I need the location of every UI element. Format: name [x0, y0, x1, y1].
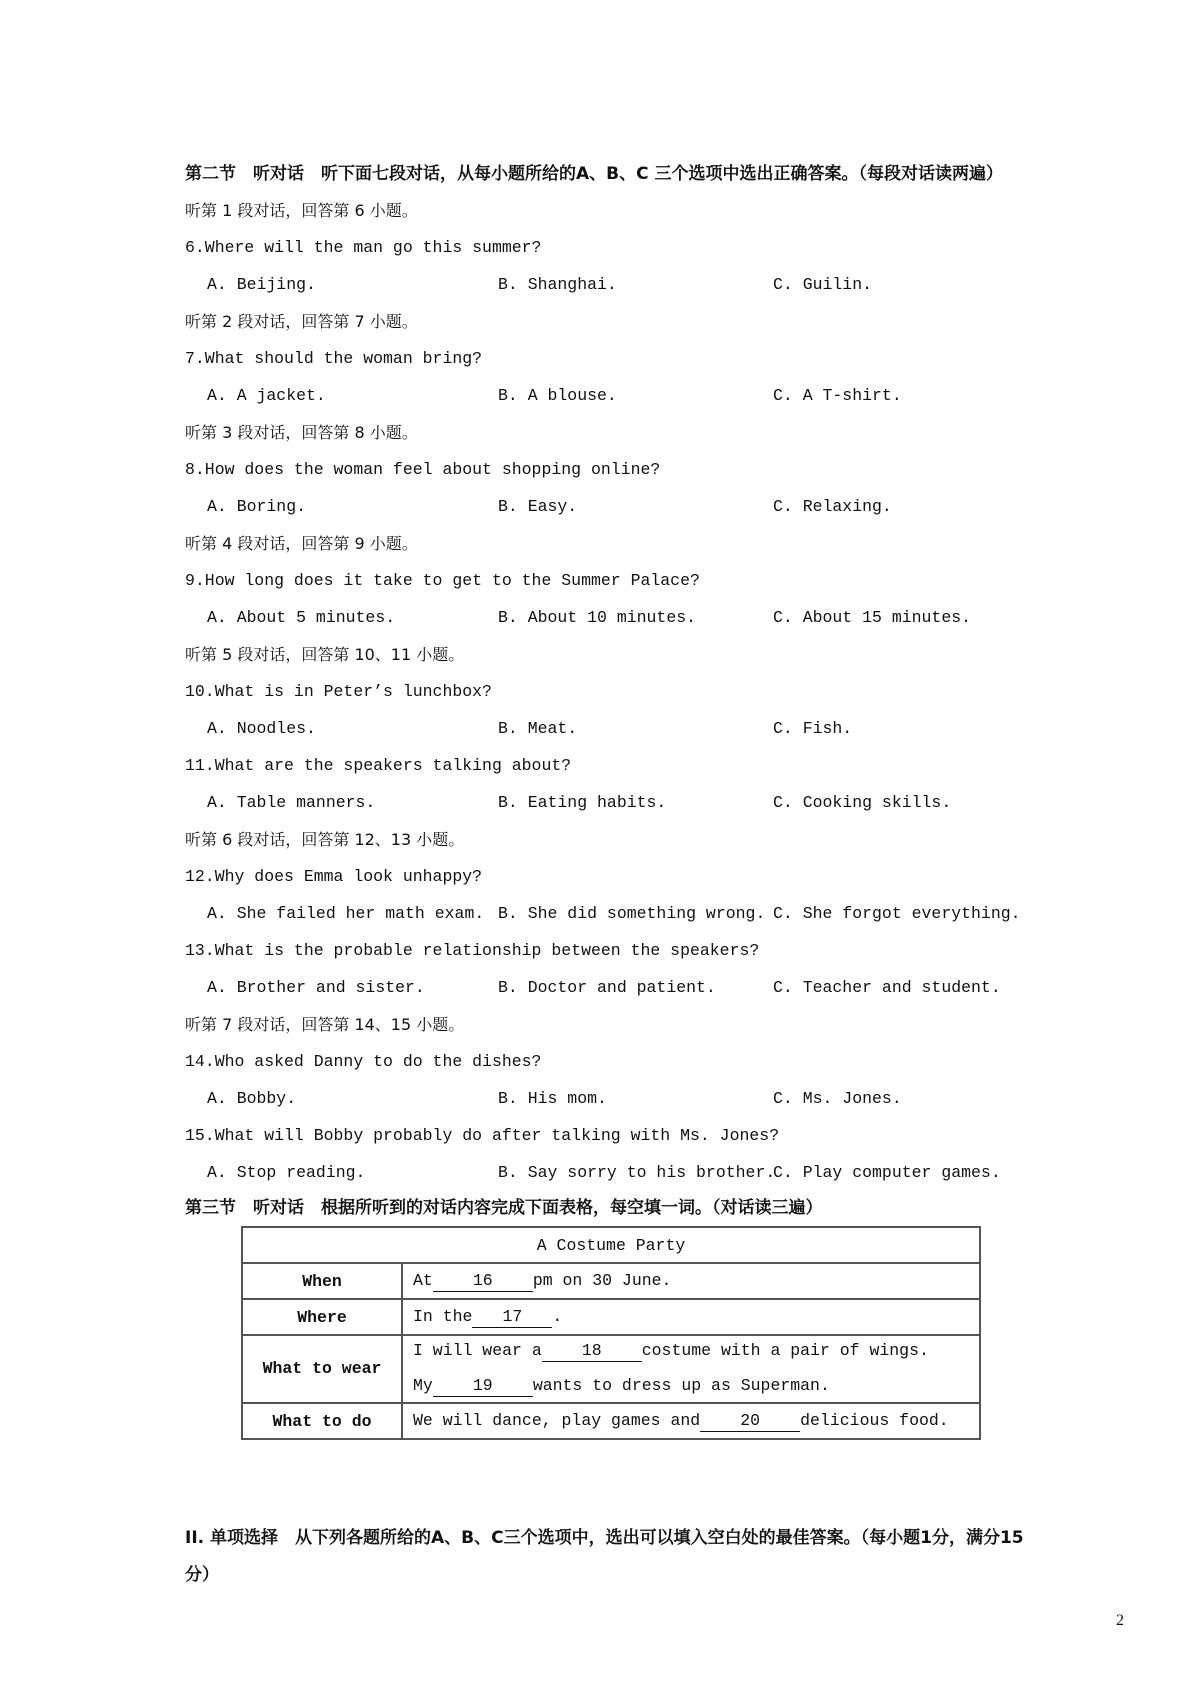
cell-line: [413, 1411, 969, 1432]
options-row: [185, 488, 1045, 525]
option-a: A. Noodles.: [207, 719, 316, 738]
question: 7.What should the woman bring?: [185, 349, 483, 368]
dialogue-instruction: 听第 1 段对话，回答第 6 小题。: [185, 201, 418, 220]
question: 8.How does the woman feel about shopping online?: [185, 460, 661, 479]
dialogue-instruction: 听第 3 段对话，回答第 8 小题。: [185, 423, 418, 442]
table-title: A Costume Party: [242, 1227, 980, 1263]
option-c: C. About 15 minutes.: [773, 608, 972, 627]
option-a: A. Brother and sister.: [207, 978, 425, 997]
cell-text: In the: [413, 1306, 473, 1326]
option-b: B. Eating habits.: [498, 793, 667, 812]
dialogue-instruction: 听第 7 段对话，回答第 14、15 小题。: [185, 1015, 465, 1034]
option-c: C. Ms. Jones.: [773, 1089, 902, 1108]
option-b: B. Meat.: [498, 719, 578, 738]
table-row: [242, 1299, 980, 1335]
part-2-heading: II. 单项选择 从下列各题所给的A、B、C三个选项中，选出可以填入空白处的最佳答案。（每小题1分，满分15分）: [185, 1528, 1024, 1585]
row-label: What to do: [242, 1403, 402, 1439]
costume-party-table: [241, 1226, 981, 1440]
cell-line: [413, 1271, 969, 1292]
table-row: [242, 1335, 980, 1403]
answer-blank: 19: [433, 1376, 533, 1397]
table-row: [242, 1403, 980, 1439]
options-row: [185, 599, 1045, 636]
cell-text: costume with a pair of wings.: [641, 1341, 929, 1360]
option-c: C. Teacher and student.: [773, 978, 1001, 997]
dialogue-instruction: 听第 2 段对话，回答第 7 小题。: [185, 312, 418, 331]
option-b: B. She did something wrong.: [498, 904, 766, 923]
option-c: C. Guilin.: [773, 275, 873, 294]
option-b: B. Say sorry to his brother.: [498, 1163, 776, 1182]
question: 13.What is the probable relationship between the speakers?: [185, 941, 760, 960]
options-row: [185, 969, 1045, 1006]
options-row: [185, 784, 1045, 821]
option-b: B. About 10 minutes.: [498, 608, 697, 627]
table-row: [242, 1263, 980, 1299]
cell-text: delicious food.: [800, 1410, 949, 1430]
listening-section: [185, 157, 1045, 1440]
option-b: B. Easy.: [498, 497, 578, 516]
row-label: What to wear: [242, 1335, 402, 1403]
option-a: A. She failed her math exam.: [207, 904, 485, 923]
question-list: [185, 192, 1045, 1191]
dialogue-instruction: 听第 4 段对话，回答第 9 小题。: [185, 534, 418, 553]
cell-text: wants to dress up as Superman.: [532, 1376, 830, 1395]
option-c: C. Fish.: [773, 719, 853, 738]
option-c: C. A T-shirt.: [773, 386, 902, 405]
option-a: A. About 5 minutes.: [207, 608, 396, 627]
option-b: B. A blouse.: [498, 386, 617, 405]
dialogue-instruction: 听第 6 段对话，回答第 12、13 小题。: [185, 830, 465, 849]
answer-blank: 17: [472, 1307, 552, 1328]
page-number: 2: [1116, 1612, 1124, 1629]
option-b: B. Doctor and patient.: [498, 978, 716, 997]
cell-text: We will dance, play games and: [413, 1410, 701, 1430]
option-b: B. His mom.: [498, 1089, 607, 1108]
option-a: A. Table manners.: [207, 793, 376, 812]
question: 11.What are the speakers talking about?: [185, 756, 572, 775]
option-a: A. Bobby.: [207, 1089, 297, 1108]
cell-text: At: [413, 1270, 433, 1290]
row-value: [402, 1263, 980, 1299]
option-c: C. She forgot everything.: [773, 904, 1021, 923]
row-label: Where: [242, 1299, 402, 1335]
row-value: [402, 1299, 980, 1335]
dialogue-instruction: 听第 5 段对话，回答第 10、11 小题。: [185, 645, 465, 664]
option-a: A. Boring.: [207, 497, 307, 516]
options-row: [185, 895, 1045, 932]
option-c: C. Relaxing.: [773, 497, 892, 516]
option-c: C. Cooking skills.: [773, 793, 952, 812]
options-row: [185, 1154, 1045, 1191]
question: 15.What will Bobby probably do after talking with Ms. Jones?: [185, 1126, 780, 1145]
row-value: [402, 1403, 980, 1439]
table-title-row: [242, 1227, 980, 1263]
cell-text: My: [413, 1376, 433, 1395]
option-b: B. Shanghai.: [498, 275, 617, 294]
options-row: [185, 377, 1045, 414]
row-value: [402, 1335, 980, 1403]
answer-blank: 18: [542, 1341, 642, 1362]
option-a: A. Stop reading.: [207, 1163, 366, 1182]
section-3-heading: 第三节 听对话 根据所听到的对话内容完成下面表格，每空填一词。（对话读三遍）: [185, 1198, 823, 1218]
cell-text: I will wear a: [413, 1341, 542, 1360]
question: 9.How long does it take to get to the Summer Palace?: [185, 571, 700, 590]
options-row: [185, 266, 1045, 303]
row-label: When: [242, 1263, 402, 1299]
question: 12.Why does Emma look unhappy?: [185, 867, 483, 886]
section-2-heading: 第二节 听对话 听下面七段对话，从每小题所给的A、B、C 三个选项中选出正确答案。（每段对话读两遍）: [185, 164, 1004, 184]
option-a: A. A jacket.: [207, 386, 326, 405]
cell-text: .: [552, 1306, 563, 1326]
question: 6.Where will the man go this summer?: [185, 238, 542, 257]
options-row: [185, 710, 1045, 747]
question: 14.Who asked Danny to do the dishes?: [185, 1052, 542, 1071]
question: 10.What is in Peter’s lunchbox?: [185, 682, 492, 701]
cell-line: [413, 1341, 969, 1362]
answer-blank: 20: [700, 1411, 800, 1432]
cell-text: pm on 30 June.: [532, 1270, 672, 1290]
cell-line: [413, 1376, 969, 1397]
options-row: [185, 1080, 1045, 1117]
option-a: A. Beijing.: [207, 275, 316, 294]
cell-line: [413, 1307, 969, 1328]
option-c: C. Play computer games.: [773, 1163, 1001, 1182]
answer-blank: 16: [433, 1271, 533, 1292]
